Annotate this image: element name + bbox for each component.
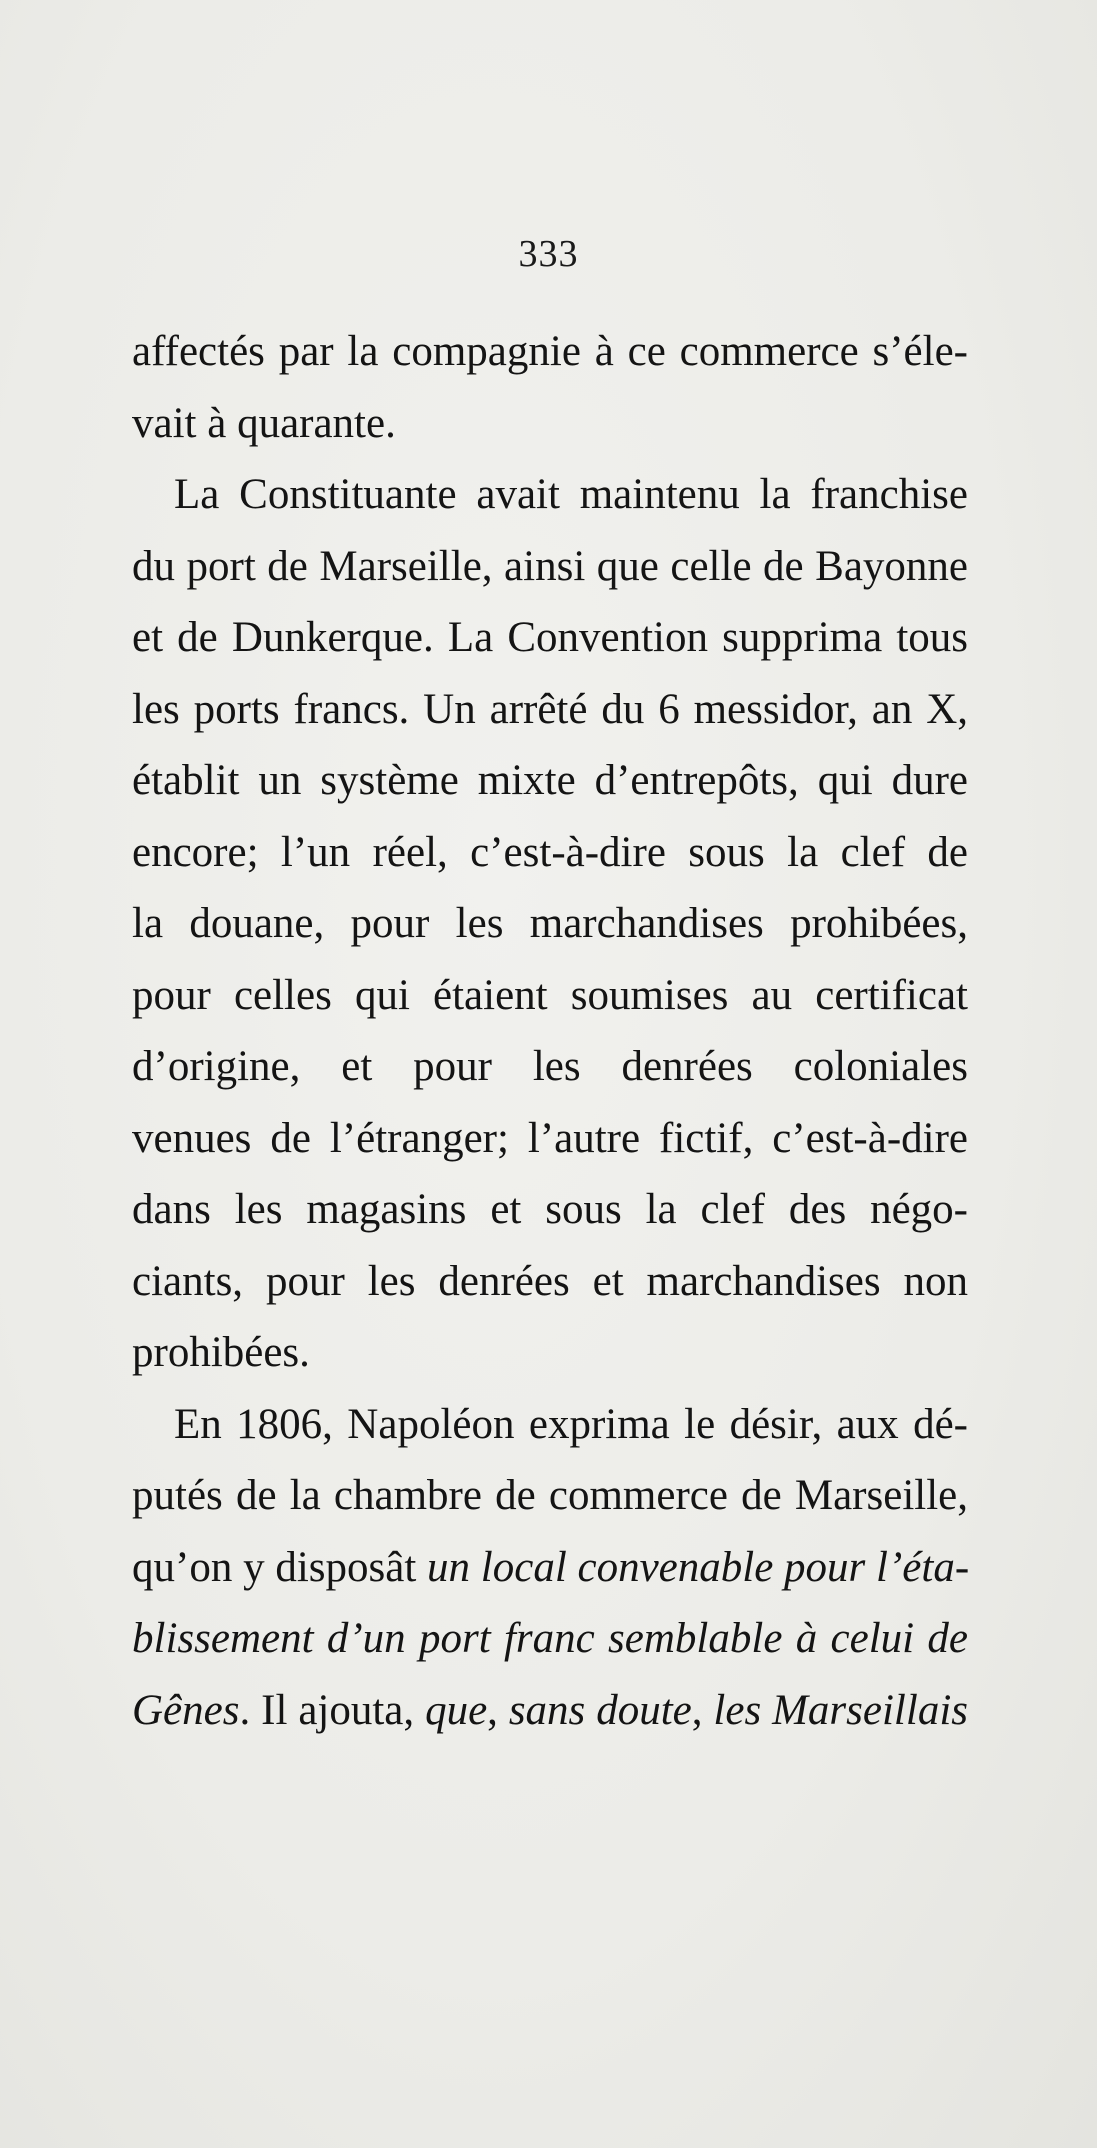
text-span: venues de l’étranger; l’autre fictif, c’est-à-dire xyxy=(132,1114,968,1162)
text-line xyxy=(132,1603,968,1675)
text-span: affectés par la compagnie à ce commerce s’éle- xyxy=(132,328,968,375)
text-span: En 1806, Napoléon exprima le désir, aux dé- xyxy=(174,1400,968,1448)
italic-text: un local convenable pour l’éta- xyxy=(427,1543,970,1591)
italic-text: les Marseillais xyxy=(713,1686,968,1734)
text-line xyxy=(132,531,968,603)
text-line xyxy=(132,1246,968,1318)
text-line xyxy=(132,602,968,674)
text-span: établit un système mixte d’entrepôts, qui dure xyxy=(132,757,968,804)
text-span: prohibées. xyxy=(132,1329,310,1376)
text-line xyxy=(132,1317,968,1389)
text-line xyxy=(132,960,968,1032)
body-text xyxy=(132,316,968,1746)
text-line xyxy=(132,1103,968,1175)
text-line xyxy=(132,459,968,531)
text-span: d’origine, et pour les denrées coloniales xyxy=(132,1043,968,1090)
italic-text: sans doute xyxy=(508,1686,692,1734)
italic-text: Gênes xyxy=(132,1686,240,1734)
text-line xyxy=(132,1460,968,1532)
text-line xyxy=(132,745,968,817)
text-span: qu’on y disposât xyxy=(132,1543,428,1591)
text-span: pour celles qui étaient soumises au certificat xyxy=(132,971,968,1019)
text-span: et de Dunkerque. La Convention supprima tous xyxy=(132,614,968,661)
page-number: 333 xyxy=(518,233,579,275)
text-span: . Il ajouta, xyxy=(239,1686,426,1734)
text-span: , xyxy=(487,1686,509,1734)
text-span: , xyxy=(691,1686,714,1734)
text-span: vait à quarante. xyxy=(132,399,396,447)
italic-text: que xyxy=(425,1686,488,1734)
text-line xyxy=(132,1389,968,1461)
text-line xyxy=(132,316,968,388)
text-span: La Constituante avait maintenu la franchise xyxy=(174,471,968,518)
text-span: dans les magasins et sous la clef des négo- xyxy=(132,1186,968,1233)
text-line xyxy=(132,888,968,960)
text-line xyxy=(132,1675,968,1747)
text-line xyxy=(132,674,968,746)
text-span: encore; l’un réel, c’est-à-dire sous la clef de xyxy=(132,828,968,876)
text-line xyxy=(132,1532,968,1604)
text-line xyxy=(132,1174,968,1246)
text-line xyxy=(132,817,968,889)
text-span: ciants, pour les denrées et marchandises non xyxy=(132,1257,968,1305)
italic-text: blissement d’un port franc semblable à celui de xyxy=(132,1615,968,1662)
text-line xyxy=(132,388,968,460)
text-line xyxy=(132,1031,968,1103)
text-span: les ports francs. Un arrêté du 6 messidor, an X, xyxy=(132,685,968,733)
text-span: du port de Marseille, ainsi que celle de Bayonne xyxy=(132,542,968,590)
text-span: putés de la chambre de commerce de Marseille, xyxy=(132,1472,968,1519)
text-span: la douane, pour les marchandises prohibées, xyxy=(132,900,968,947)
